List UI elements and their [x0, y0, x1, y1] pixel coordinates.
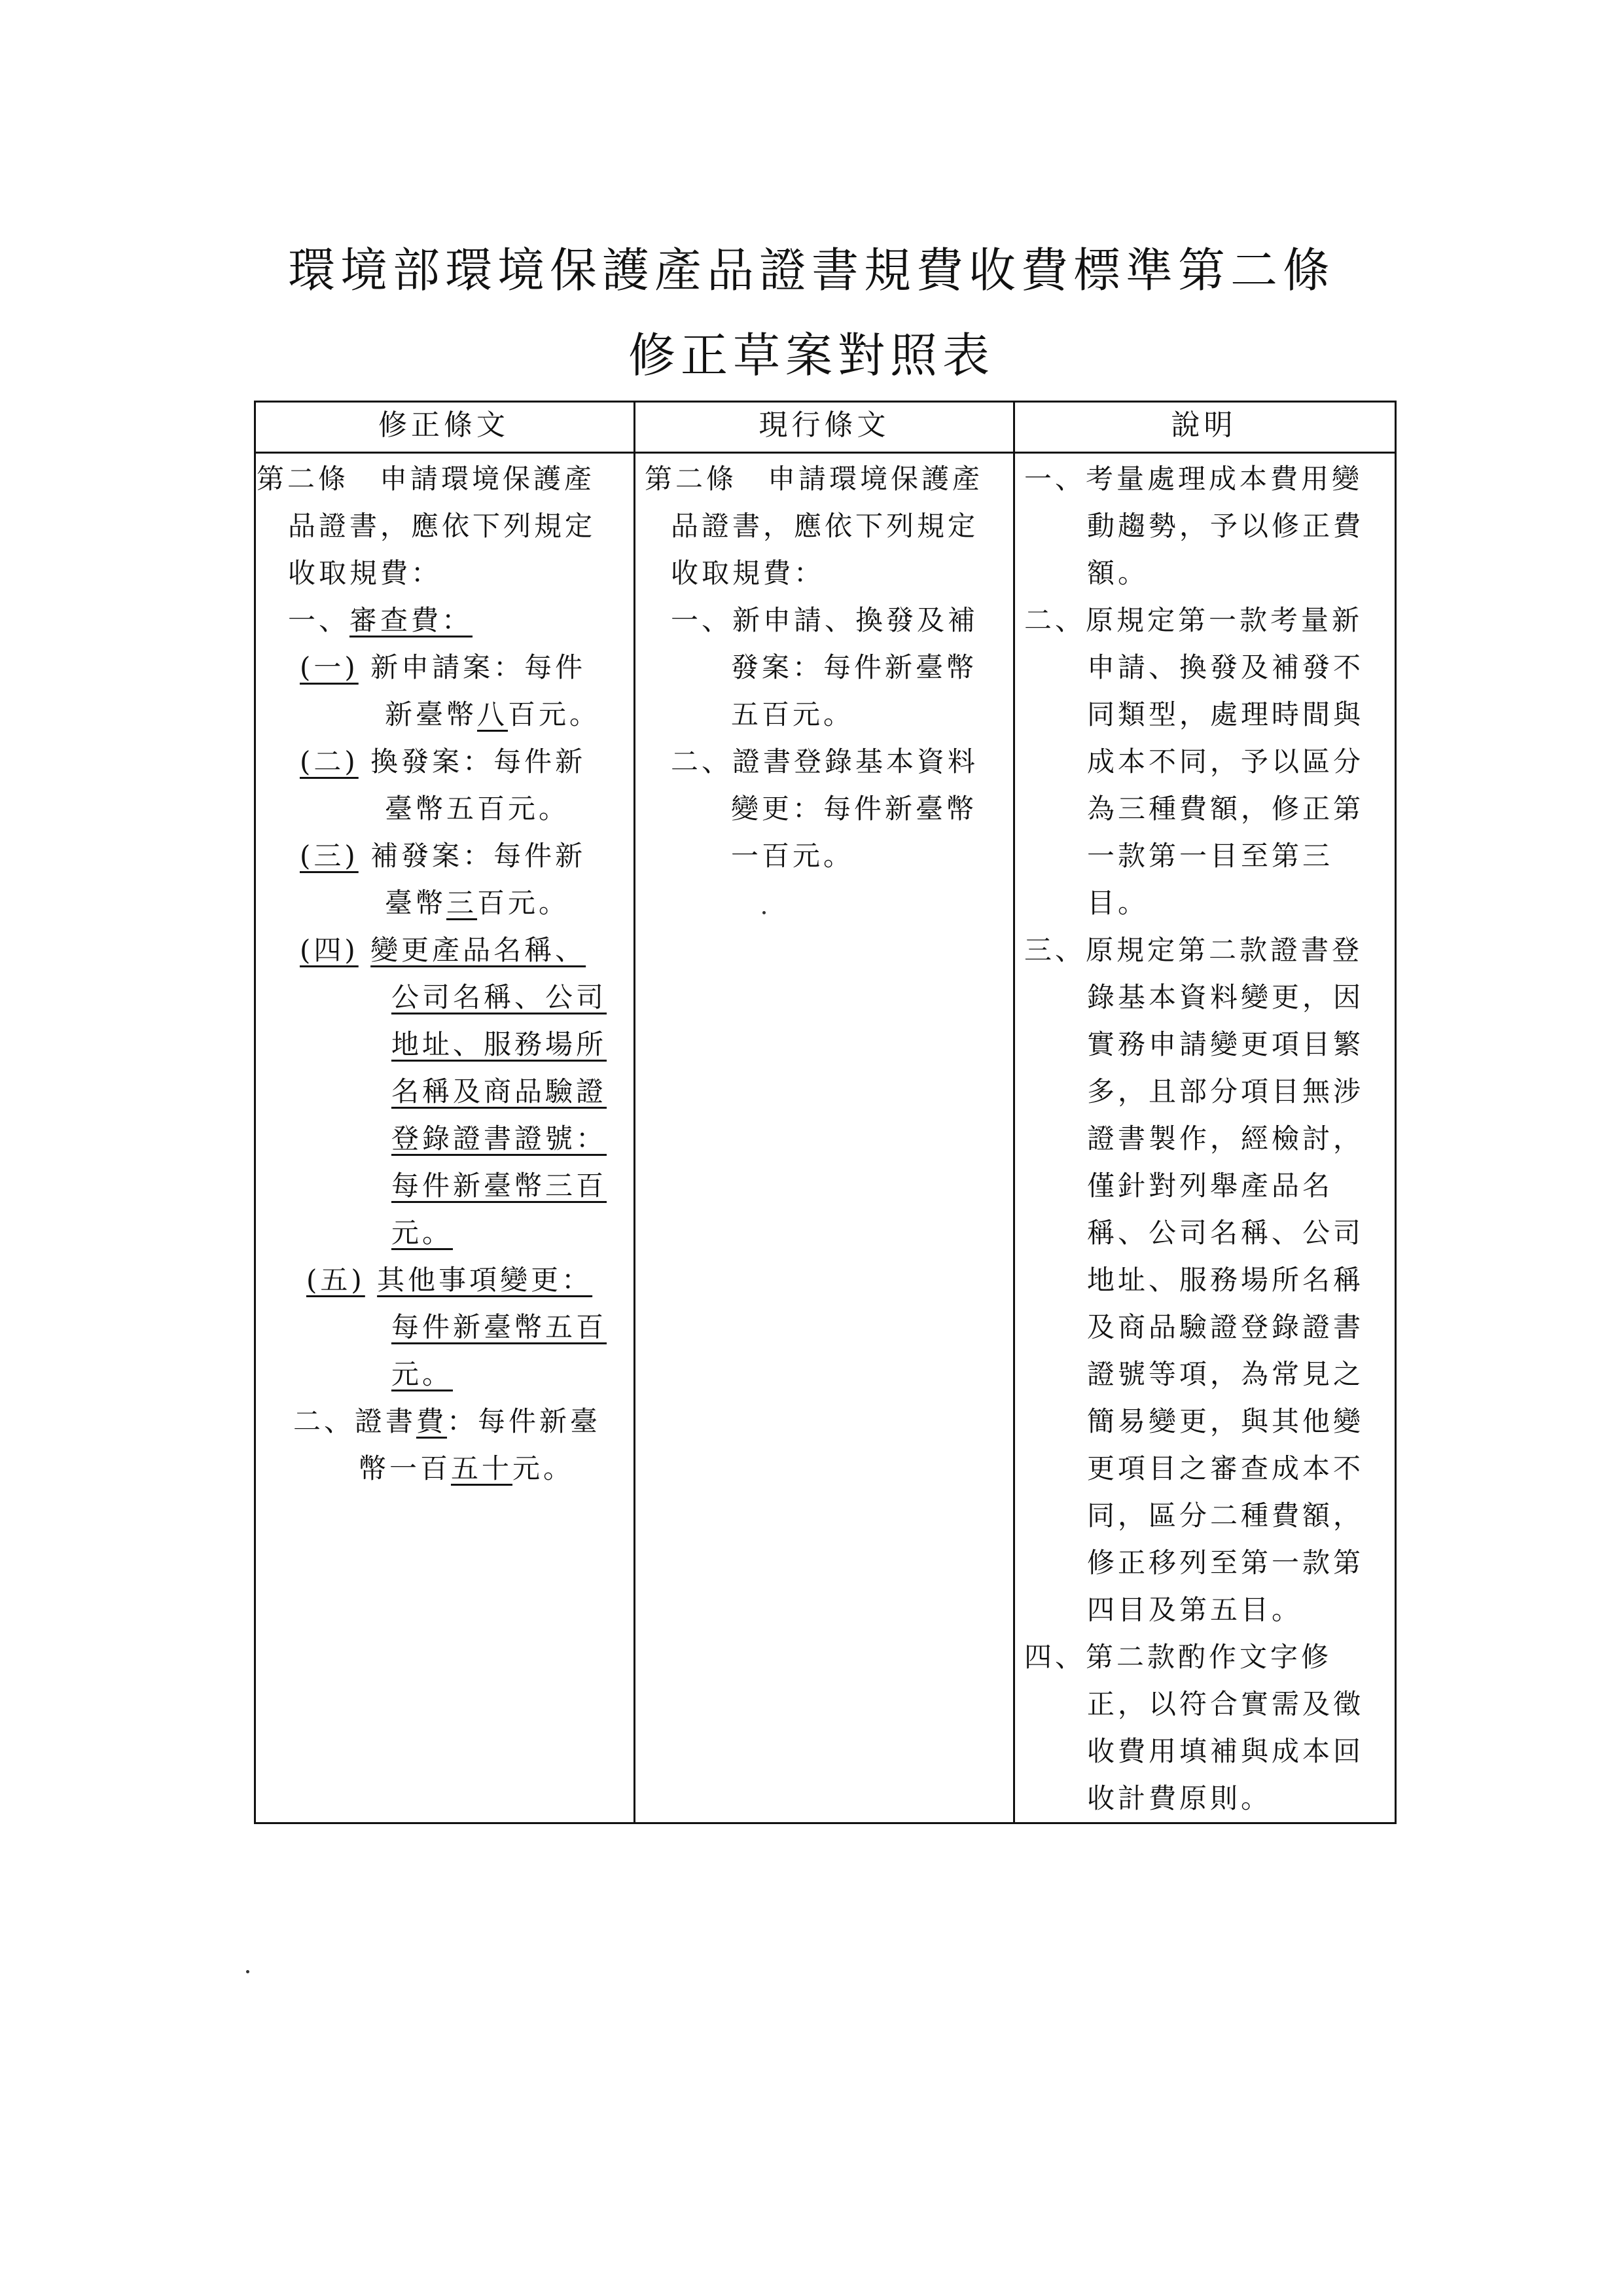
revised-line: 臺幣五百元。 — [385, 793, 570, 825]
revised-line: 元。 — [391, 1358, 454, 1390]
current-line: 收取規費： — [671, 557, 825, 589]
notes-line: 為三種費額，修正第 — [1087, 793, 1364, 825]
revised-line: 品證書，應依下列規定 — [288, 510, 596, 542]
current-line: 發案：每件新臺幣 — [731, 651, 978, 683]
revised-line: (三) 補發案：每件新 — [300, 840, 586, 872]
revised-line: (四) 變更產品名稱、 — [300, 934, 586, 966]
notes-line: 同類型，處理時間與 — [1087, 698, 1364, 730]
scan-speck — [762, 911, 766, 914]
revised-line: 一、審查費： — [288, 604, 473, 636]
notes-line: 多，且部分項目無涉 — [1087, 1075, 1364, 1107]
notes-line: 同，區分二種費額， — [1087, 1499, 1364, 1532]
revised-line: 臺幣三百元。 — [385, 887, 570, 919]
notes-line: 及商品驗證登錄證書 — [1087, 1311, 1364, 1343]
current-line: 第二條 申請環境保護產 — [645, 463, 984, 495]
notes-line: 收計費原則。 — [1087, 1782, 1272, 1814]
notes-line: 四、第二款酌作文字修 — [1024, 1641, 1332, 1673]
notes-line: 修正移列至第一款第 — [1087, 1547, 1364, 1579]
revised-line: 收取規費： — [288, 557, 442, 589]
revised-line: 地址、服務場所 — [391, 1028, 607, 1060]
column-divider-1 — [633, 401, 635, 1824]
current-line: 變更：每件新臺幣 — [731, 793, 978, 825]
header-divider — [254, 452, 1397, 454]
revised-line: 幣一百五十元。 — [359, 1452, 575, 1484]
revised-line: (二) 換發案：每件新 — [300, 745, 586, 778]
notes-line: 地址、服務場所名稱 — [1087, 1264, 1364, 1296]
revised-line: 元。 — [391, 1217, 454, 1249]
revised-line: 二、證書費：每件新臺 — [293, 1405, 601, 1437]
current-line: 一百元。 — [731, 840, 855, 872]
revised-line: 公司名稱、公司 — [391, 981, 607, 1013]
header-notes: 說明 — [1171, 408, 1237, 442]
revised-line: 新臺幣八百元。 — [385, 698, 601, 730]
revised-line: 登錄證書證號： — [391, 1122, 607, 1155]
notes-line: 錄基本資料變更，因 — [1087, 981, 1364, 1013]
current-line: 二、證書登錄基本資料 — [671, 745, 979, 778]
notes-line: 僅針對列舉產品名 — [1087, 1170, 1334, 1202]
header-revised: 修正條文 — [378, 408, 509, 442]
notes-line: 證書製作，經檢討， — [1087, 1122, 1364, 1155]
current-line: 五百元。 — [731, 698, 855, 730]
notes-line: 稱、公司名稱、公司 — [1087, 1217, 1364, 1249]
comparison-table — [254, 401, 1397, 1824]
notes-line: 一、考量處理成本費用變 — [1024, 463, 1363, 495]
notes-line: 動趨勢，予以修正費 — [1087, 510, 1364, 542]
notes-line: 正，以符合實需及徵 — [1087, 1688, 1364, 1720]
header-current: 現行條文 — [758, 408, 890, 442]
notes-line: 申請、換發及補發不 — [1087, 651, 1364, 683]
notes-line: 三、原規定第二款證書登 — [1024, 934, 1363, 966]
scan-speck — [246, 1970, 249, 1973]
notes-line: 額。 — [1087, 557, 1149, 589]
revised-line: 名稱及商品驗證 — [391, 1075, 607, 1107]
current-line: 一、新申請、換發及補 — [671, 604, 979, 636]
notes-line: 簡易變更，與其他變 — [1087, 1405, 1364, 1437]
notes-line: 更項目之審查成本不 — [1087, 1452, 1364, 1484]
notes-line: 成本不同，予以區分 — [1087, 745, 1364, 778]
notes-line: 一款第一目至第三 — [1087, 840, 1334, 872]
column-divider-2 — [1013, 401, 1015, 1824]
notes-line: 實務申請變更項目繁 — [1087, 1028, 1364, 1060]
notes-line: 收費用填補與成本回 — [1087, 1735, 1364, 1767]
revised-line: 每件新臺幣五百 — [391, 1311, 607, 1343]
notes-line: 目。 — [1087, 887, 1149, 919]
notes-line: 證號等項，為常見之 — [1087, 1358, 1364, 1390]
document-title-line2: 修正草案對照表 — [628, 328, 995, 383]
notes-line: 二、原規定第一款考量新 — [1024, 604, 1363, 636]
current-line: 品證書，應依下列規定 — [671, 510, 979, 542]
revised-line: (五) 其他事項變更： — [306, 1264, 593, 1296]
document-title-line1: 環境部環境保護產品證書規費收費標準第二條 — [287, 243, 1335, 298]
revised-line: 每件新臺幣三百 — [391, 1170, 607, 1202]
revised-line: 第二條 申請環境保護產 — [257, 463, 596, 495]
revised-line: (一) 新申請案：每件 — [300, 651, 586, 683]
notes-line: 四目及第五目。 — [1087, 1594, 1303, 1626]
